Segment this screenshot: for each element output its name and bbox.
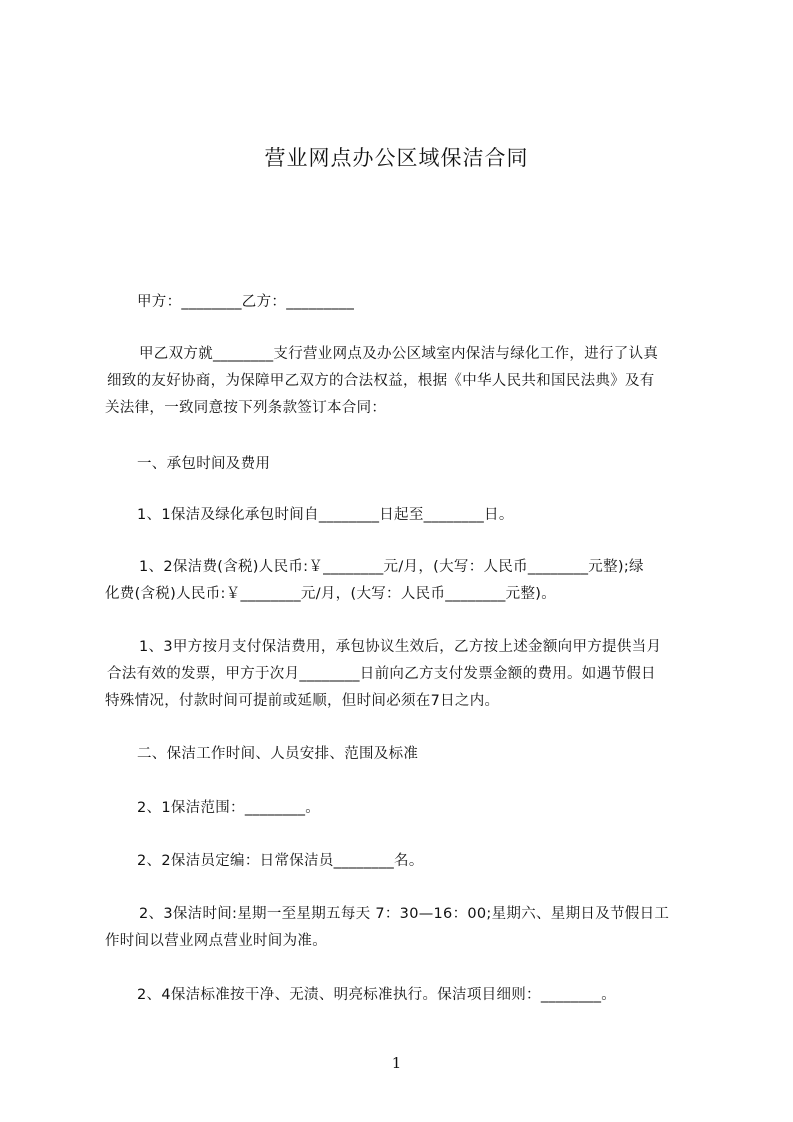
clause-1-2-line-2: 化费(含税)人民币:￥________元/月，(大写：人民币________元整)。 <box>105 586 556 602</box>
clause-1-3-line-1: 1、3甲方按月支付保洁费用，承包协议生效后，乙方按上述金额向甲方提供当月 <box>139 639 662 655</box>
clause-1-3-line-3: 特殊情况，付款时间可提前或延顺，但时间必须在7日之内。 <box>105 693 500 709</box>
page-number: 1 <box>391 1054 402 1072</box>
clause-2-1: 2、1保洁范围：________。 <box>137 800 321 816</box>
document-title: 营业网点办公区域保洁合同 <box>264 146 529 170</box>
section-1-heading: 一、承包时间及费用 <box>137 456 271 472</box>
clause-1-3-line-2: 合法有效的发票，甲方于次月________日前向乙方支付发票金额的费用。如遇节假日 <box>107 666 656 682</box>
preamble-line-1: 甲乙双方就________支行营业网点及办公区域室内保洁与绿化工作，进行了认真 <box>139 346 659 362</box>
preamble-line-2: 细致的友好协商，为保障甲乙双方的合法权益，根据《中华人民共和国民法典》及有 <box>107 373 655 389</box>
clause-2-4: 2、4保洁标准按干净、无渍、明亮标准执行。保洁项目细则：________。 <box>137 987 617 1003</box>
clause-1-1: 1、1保洁及绿化承包时间自________日起至________日。 <box>137 507 514 523</box>
parties-line: 甲方：________乙方：_________ <box>137 294 355 310</box>
section-2-heading: 二、保洁工作时间、人员安排、范围及标准 <box>137 746 419 762</box>
clause-1-2-line-1: 1、2保洁费(含税)人民币:￥________元/月，(大写：人民币________元整);绿 <box>139 559 644 575</box>
preamble-line-3: 关法律，一致同意按下列条款签订本合同： <box>105 400 387 416</box>
clause-2-3-line-2: 作时间以营业网点营业时间为准。 <box>105 933 327 949</box>
clause-2-3-line-1: 2、3保洁时间:星期一至星期五每天 7：30—16：00;星期六、星期日及节假日工 <box>139 906 670 922</box>
clause-2-2: 2、2保洁员定编：日常保洁员________名。 <box>137 853 424 869</box>
